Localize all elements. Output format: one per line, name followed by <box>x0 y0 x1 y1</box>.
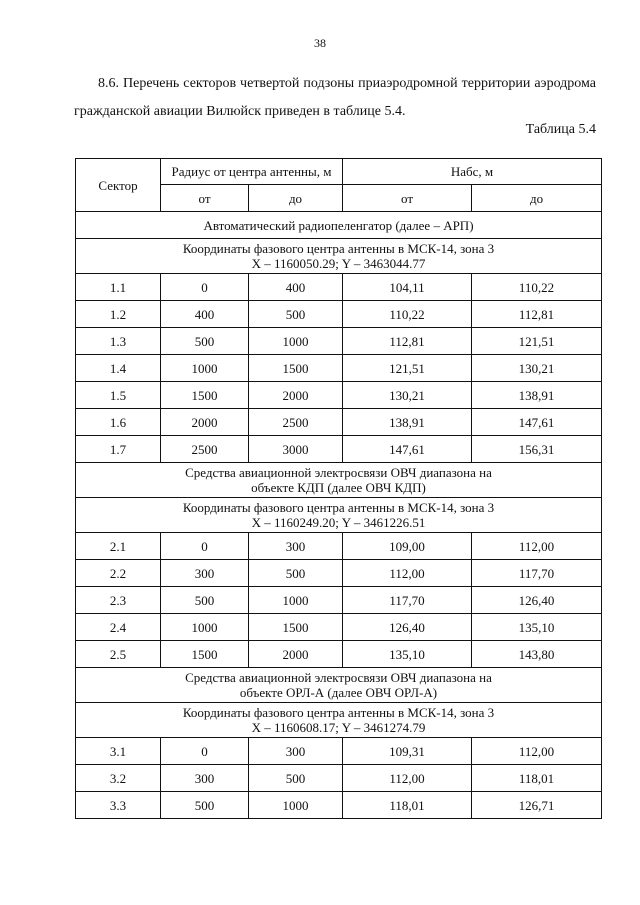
group-coordinates <box>76 239 602 274</box>
cell-sector: 1.4 <box>76 355 161 382</box>
intro-text: Перечень секторов четвертой подзоны приаэродромной территории аэродрома гражданской авиации Вилюйск приведен в таблице 5.4. <box>74 76 596 119</box>
header-radius: Радиус от центра антенны, м <box>161 159 343 185</box>
group-title: Автоматический радиопеленгатор (далее – АРП) <box>76 212 602 239</box>
cell-habs-from: 109,31 <box>343 738 472 765</box>
cell-radius-from: 500 <box>161 792 249 819</box>
group-coordinates <box>76 498 602 533</box>
cell-radius-to: 2000 <box>249 641 343 668</box>
cell-habs-from: 104,11 <box>343 274 472 301</box>
cell-sector: 2.2 <box>76 560 161 587</box>
cell-sector: 3.2 <box>76 765 161 792</box>
cell-habs-to: 138,91 <box>472 382 602 409</box>
group-coordinates-row <box>76 239 602 274</box>
table-row <box>76 382 602 409</box>
cell-habs-from: 138,91 <box>343 409 472 436</box>
cell-habs-to: 126,40 <box>472 587 602 614</box>
sectors-table <box>75 158 602 819</box>
cell-radius-from: 300 <box>161 560 249 587</box>
group-title-line: объекте ОРЛ-А (далее ОВЧ ОРЛ-А) <box>239 685 438 700</box>
table-caption: Таблица 5.4 <box>525 122 596 137</box>
cell-habs-from: 135,10 <box>343 641 472 668</box>
group-title-line: Средства авиационной электросвязи ОВЧ диапазона на <box>185 465 492 480</box>
table-row <box>76 765 602 792</box>
cell-sector: 1.6 <box>76 409 161 436</box>
cell-radius-to: 1000 <box>249 587 343 614</box>
cell-habs-to: 121,51 <box>472 328 602 355</box>
cell-sector: 2.4 <box>76 614 161 641</box>
cell-radius-to: 1500 <box>249 355 343 382</box>
cell-radius-from: 0 <box>161 274 249 301</box>
cell-radius-from: 1000 <box>161 355 249 382</box>
table-row <box>76 301 602 328</box>
coordinates-values: X – 1160050.29; Y – 3463044.77 <box>251 256 426 271</box>
header-row <box>76 159 602 185</box>
coordinates-values: X – 1160249.20; Y – 3461226.51 <box>251 515 426 530</box>
cell-radius-from: 500 <box>161 328 249 355</box>
cell-sector: 1.7 <box>76 436 161 463</box>
coordinates-caption: Координаты фазового центра антенны в МСК-14, зона 3 <box>182 500 495 515</box>
header-radius-to: до <box>249 185 343 212</box>
table-row <box>76 587 602 614</box>
cell-sector: 2.5 <box>76 641 161 668</box>
cell-sector: 1.1 <box>76 274 161 301</box>
page-number: 38 <box>314 36 326 50</box>
table-row <box>76 614 602 641</box>
table-row <box>76 328 602 355</box>
cell-sector: 1.2 <box>76 301 161 328</box>
cell-radius-from: 1500 <box>161 382 249 409</box>
cell-radius-from: 1500 <box>161 641 249 668</box>
table-row <box>76 355 602 382</box>
table-row <box>76 533 602 560</box>
table-row <box>76 436 602 463</box>
cell-habs-to: 110,22 <box>472 274 602 301</box>
cell-habs-to: 118,01 <box>472 765 602 792</box>
cell-sector: 2.3 <box>76 587 161 614</box>
cell-habs-from: 118,01 <box>343 792 472 819</box>
cell-habs-to: 117,70 <box>472 560 602 587</box>
cell-habs-to: 112,00 <box>472 533 602 560</box>
table-row <box>76 792 602 819</box>
group-coordinates-row <box>76 498 602 533</box>
cell-radius-to: 2000 <box>249 382 343 409</box>
cell-habs-from: 147,61 <box>343 436 472 463</box>
cell-habs-to: 156,31 <box>472 436 602 463</box>
table-row <box>76 274 602 301</box>
group-coordinates <box>76 703 602 738</box>
cell-habs-from: 130,21 <box>343 382 472 409</box>
cell-sector: 2.1 <box>76 533 161 560</box>
cell-radius-from: 2500 <box>161 436 249 463</box>
table-row <box>76 560 602 587</box>
group-title <box>76 463 602 498</box>
cell-habs-from: 112,00 <box>343 560 472 587</box>
cell-habs-from: 110,22 <box>343 301 472 328</box>
cell-habs-from: 109,00 <box>343 533 472 560</box>
group-title-row <box>76 463 602 498</box>
group-title-line: Средства авиационной электросвязи ОВЧ диапазона на <box>185 670 492 685</box>
cell-radius-to: 500 <box>249 560 343 587</box>
group-title-row <box>76 212 602 239</box>
cell-sector: 3.3 <box>76 792 161 819</box>
cell-radius-from: 500 <box>161 587 249 614</box>
group-title-line: объекте КДП (далее ОВЧ КДП) <box>251 480 426 495</box>
header-habs-from: от <box>343 185 472 212</box>
table-row <box>76 641 602 668</box>
cell-habs-to: 147,61 <box>472 409 602 436</box>
group-title-row <box>76 668 602 703</box>
cell-radius-to: 2500 <box>249 409 343 436</box>
cell-radius-to: 500 <box>249 301 343 328</box>
cell-radius-from: 0 <box>161 738 249 765</box>
table-row <box>76 409 602 436</box>
cell-radius-to: 1000 <box>249 792 343 819</box>
cell-habs-to: 135,10 <box>472 614 602 641</box>
cell-radius-to: 300 <box>249 533 343 560</box>
cell-sector: 1.5 <box>76 382 161 409</box>
header-sector: Сектор <box>76 159 161 212</box>
cell-habs-from: 117,70 <box>343 587 472 614</box>
cell-radius-to: 300 <box>249 738 343 765</box>
cell-radius-from: 400 <box>161 301 249 328</box>
coordinates-caption: Координаты фазового центра антенны в МСК-14, зона 3 <box>182 241 495 256</box>
header-habs-to: до <box>472 185 602 212</box>
coordinates-caption: Координаты фазового центра антенны в МСК-14, зона 3 <box>182 705 495 720</box>
cell-habs-from: 126,40 <box>343 614 472 641</box>
cell-radius-from: 2000 <box>161 409 249 436</box>
header-radius-from: от <box>161 185 249 212</box>
cell-radius-from: 300 <box>161 765 249 792</box>
cell-radius-to: 400 <box>249 274 343 301</box>
cell-habs-to: 130,21 <box>472 355 602 382</box>
cell-radius-from: 1000 <box>161 614 249 641</box>
group-coordinates-row <box>76 703 602 738</box>
cell-habs-to: 126,71 <box>472 792 602 819</box>
cell-habs-to: 112,81 <box>472 301 602 328</box>
cell-sector: 1.3 <box>76 328 161 355</box>
cell-habs-from: 121,51 <box>343 355 472 382</box>
cell-habs-to: 143,80 <box>472 641 602 668</box>
cell-radius-to: 3000 <box>249 436 343 463</box>
intro-paragraph <box>74 70 596 126</box>
cell-sector: 3.1 <box>76 738 161 765</box>
cell-radius-from: 0 <box>161 533 249 560</box>
cell-radius-to: 1500 <box>249 614 343 641</box>
group-title <box>76 668 602 703</box>
cell-habs-from: 112,81 <box>343 328 472 355</box>
cell-habs-to: 112,00 <box>472 738 602 765</box>
cell-radius-to: 500 <box>249 765 343 792</box>
cell-radius-to: 1000 <box>249 328 343 355</box>
section-number: 8.6. <box>98 76 119 91</box>
cell-habs-from: 112,00 <box>343 765 472 792</box>
table-row <box>76 738 602 765</box>
coordinates-values: X – 1160608.17; Y – 3461274.79 <box>251 720 426 735</box>
header-habs: Набс, м <box>343 159 602 185</box>
